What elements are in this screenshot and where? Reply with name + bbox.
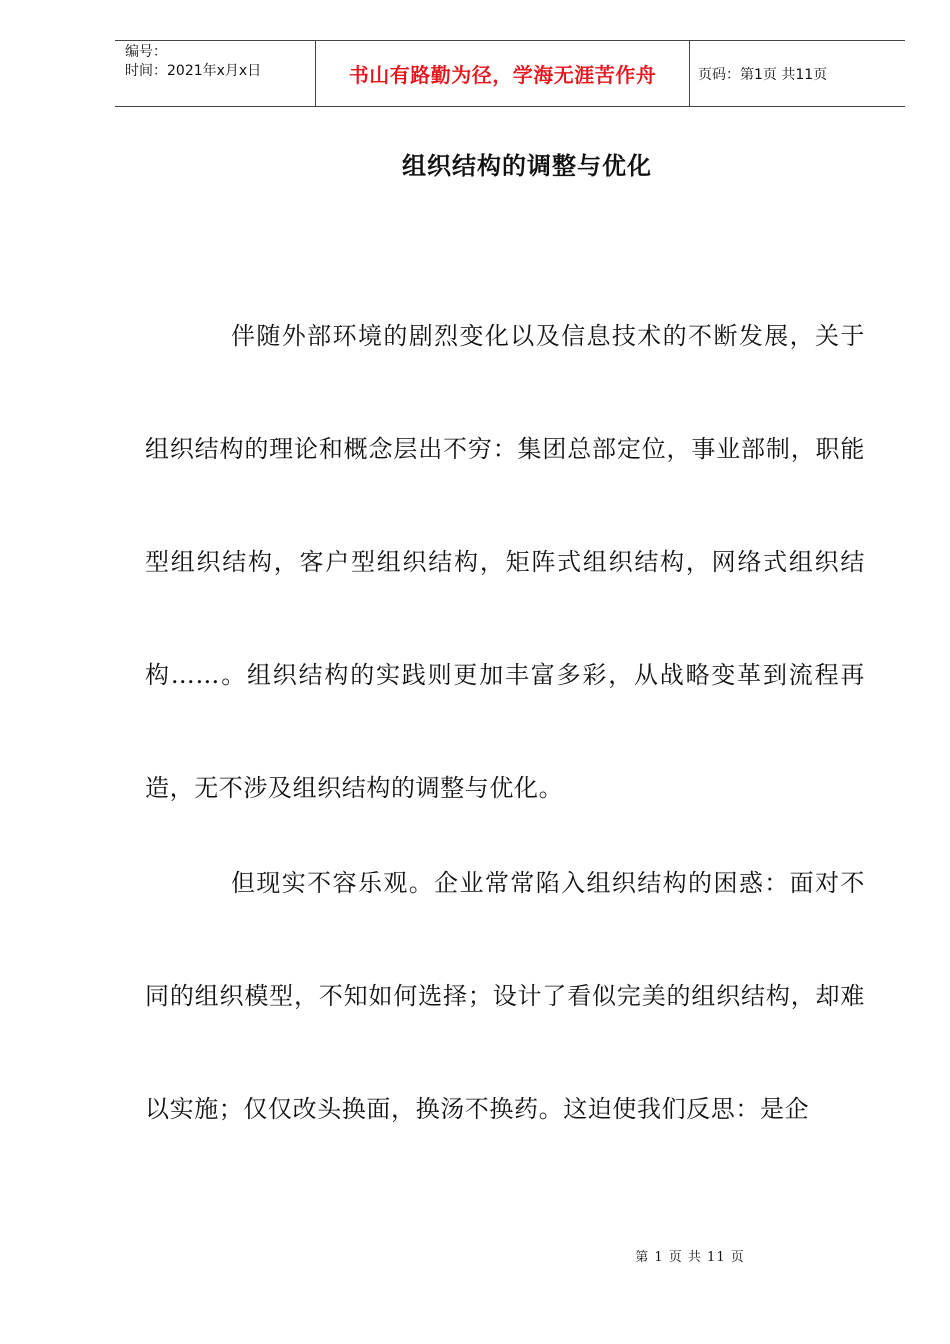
page-footer: 第 1 页 共 11 页 [635, 1250, 745, 1265]
body-paragraph-1: 伴随外部环境的剧烈变化以及信息技术的不断发展，关于组织结构的理论和概念层出不穷：集团总部定位，事业部制，职能型组织结构，客户型组织结构，矩阵式组织结构，网络式组织结构……。组织结构的实践则更加丰富多彩，从战略变革到流程再造，无不涉及组织结构的调整与优化。 [145, 322, 865, 802]
header-meta-cell [115, 41, 316, 106]
header-page-info: 页码：第1页 共11页 [698, 66, 828, 83]
document-header [115, 40, 905, 107]
document-title: 组织结构的调整与优化 [402, 151, 652, 180]
header-motto: 书山有路勤为径，学海无涯苦作舟 [316, 41, 690, 106]
doc-number-label: 编号： [125, 44, 167, 60]
doc-date-label: 时间：2021年x月x日 [125, 63, 262, 79]
body-paragraph-2: 但现实不容乐观。企业常常陷入组织结构的困惑：面对不同的组织模型，不知如何选择；设计了看似完美的组织结构，却难以实施；仅仅改头换面，换汤不换药。这迫使我们反思：是企 [145, 869, 865, 1123]
